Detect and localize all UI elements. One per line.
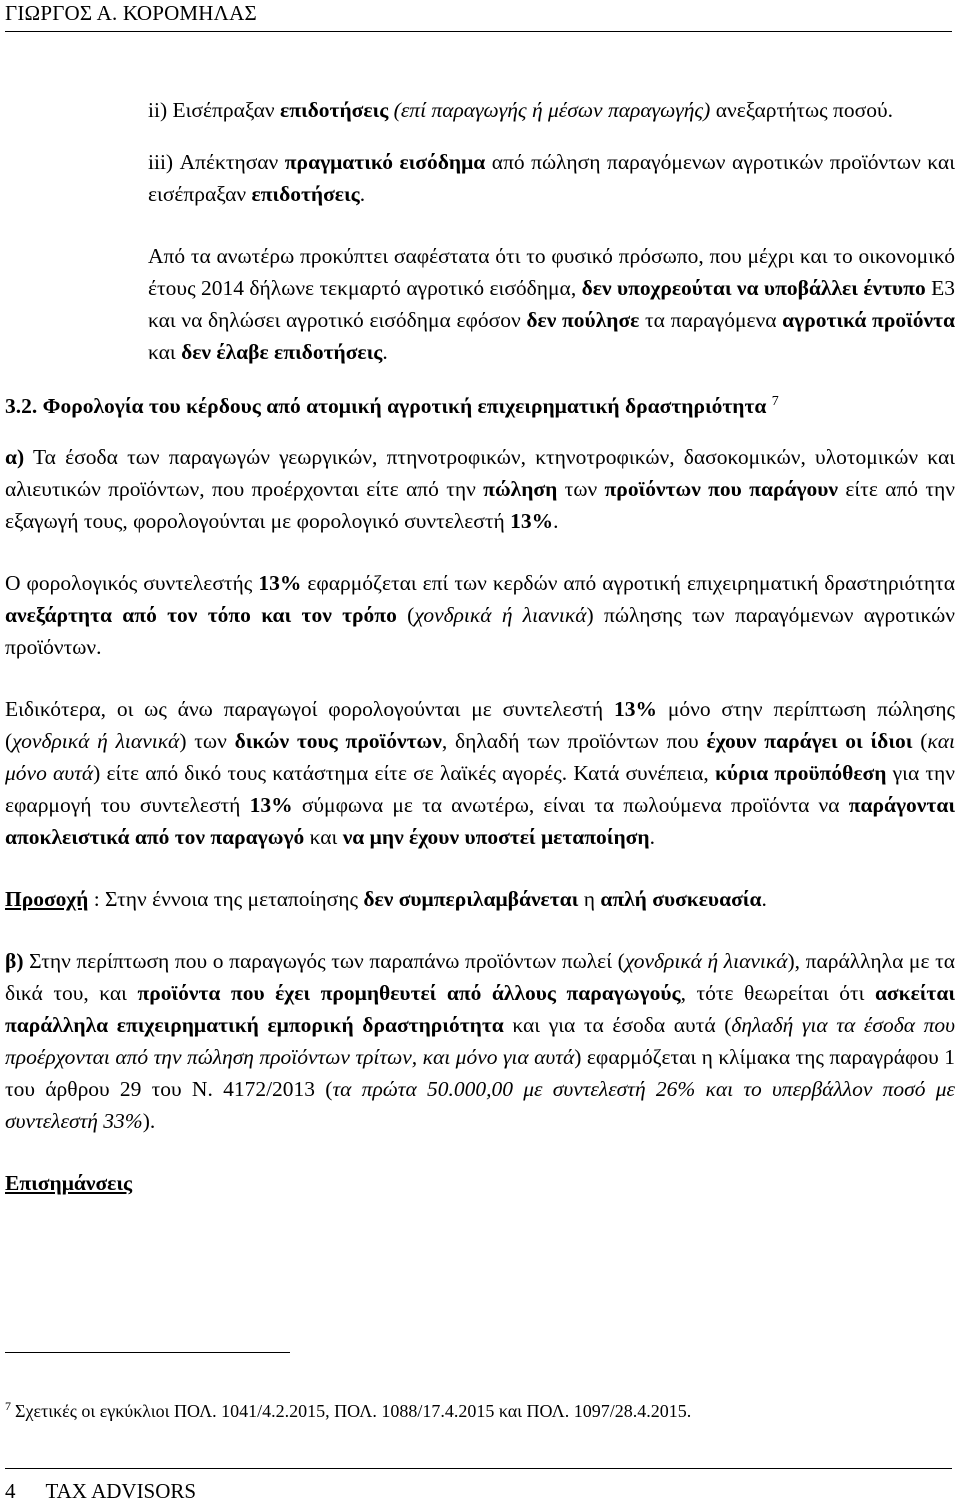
paragraph-rate: Ο φορολογικός συντελεστής 13% εφαρμόζεται επί των κερδών από αγροτική επιχειρηματική δραστηριότητα ανεξάρτητα από τον τόπο και τον τρόπο (χονδρικά ή λιανικά) πώλησης των παραγόμενων αγροτικών προϊόντων. — [5, 571, 955, 659]
footnote-divider — [5, 1352, 290, 1353]
footnote-ref: 7 — [771, 394, 779, 409]
footnote — [5, 1394, 691, 1423]
footnote-number: 7 — [5, 1399, 11, 1413]
notes-heading: Επισημάνσεις — [5, 1171, 133, 1195]
section-heading: 3.2. Φορολογία του κέρδους από ατομική αγροτική επιχειρηματική δραστηριότητα $^7$ — [5, 394, 779, 418]
paragraph-specific: Ειδικότερα, οι ως άνω παραγωγοί φορολογούνται με συντελεστή 13% μόνο στην περίπτωση πώλησης (χονδρικά ή λιανικά) των δικών τους προϊόντων, δηλαδή των προϊόντων που έχουν παράγει οι ίδιοι (και μόνο αυτά) είτε από δικό τους κατάστημα είτε σε λαϊκές αγορές. Κατά συνέπεια, κύρια προϋπόθεση για την εφαρμογή του συντελεστή 13% σύμφωνα με τα ανωτέρω, είναι τα πωλούμενα προϊόντα να παράγονται αποκλειστικά από τον παραγωγό και να μην έχουν υποστεί μεταποίηση. — [5, 697, 956, 849]
paragraph-result: Από τα ανωτέρω προκύπτει σαφέστατα ότι το φυσικό πρόσωπο, που μέχρι και το οικονομικό έτους 2014 δήλωνε τεκμαρτό αγροτικό εισόδημα, δεν υποχρεούται να υποβάλλει έντυπο Ε3 και να δηλώσει αγροτικό εισόδημα εφόσον δεν πούλησε τα παραγόμενα αγροτικά προϊόντα και δεν έλαβε επιδοτήσεις. — [148, 244, 956, 364]
document-body — [5, 94, 955, 1199]
footnote-text: Σχετικές οι εγκύκλιοι ΠΟΛ. 1041/4.2.2015, ΠΟΛ. 1088/17.4.2015 και ΠΟΛ. 1097/28.4.2015. — [15, 1401, 692, 1421]
paragraph-attention: Προσοχή : Στην έννοια της μεταποίησης δεν συμπεριλαμβάνεται η απλή συσκευασία. — [5, 887, 767, 911]
footer-label: TAX ADVISORS — [45, 1479, 197, 1503]
paragraph-a: α) Τα έσοδα των παραγωγών γεωργικών, πτηνοτροφικών, κτηνοτροφικών, δασοκομικών, υλοτομικών και αλιευτικών προϊόντων, που προέρχονται είτε από την πώληση των προϊόντων που παράγουν είτε από την εξαγωγή τους, φορολογούνται με φορολογικό συντελεστή 13%. — [5, 445, 955, 533]
footer-divider — [5, 1468, 952, 1469]
list-item-ii: ii) Εισέπραξαν επιδοτήσεις (επί παραγωγής ή μέσων παραγωγής) ανεξαρτήτως ποσού. — [148, 98, 894, 122]
page-number: 4 — [5, 1479, 16, 1503]
list-item-iii: iii) Απέκτησαν πραγματικό εισόδημα από πώληση παραγόμενων αγροτικών προϊόντων και εισέπραξαν επιδοτήσεις. — [148, 150, 955, 206]
paragraph-b: β) Στην περίπτωση που ο παραγωγός των παραπάνω προϊόντων πωλεί (χονδρικά ή λιανικά), παράλληλα με τα δικά του, και προϊόντα που έχει προμηθευτεί από άλλους παραγωγούς, τότε θεωρείται ότι ασκείται παράλληλα επιχειρηματική εμπορική δραστηριότητα και για τα έσοδα αυτά (δηλαδή για τα έσοδα που προέρχονται από την πώληση προϊόντων τρίτων, και μόνο για αυτά) εφαρμόζεται η κλίμακα της παραγράφου 1 του άρθρου 29 του Ν. 4172/2013 (τα πρώτα 50.000,00 με συντελεστή 26% και το υπερβάλλον ποσό με συντελεστή 33%). — [5, 949, 956, 1133]
page-footer — [5, 1478, 196, 1504]
header-divider — [5, 31, 952, 32]
page-header: ΓΙΩΡΓΟΣ Α. ΚΟΡΟΜΗΛΑΣ — [5, 1, 257, 25]
